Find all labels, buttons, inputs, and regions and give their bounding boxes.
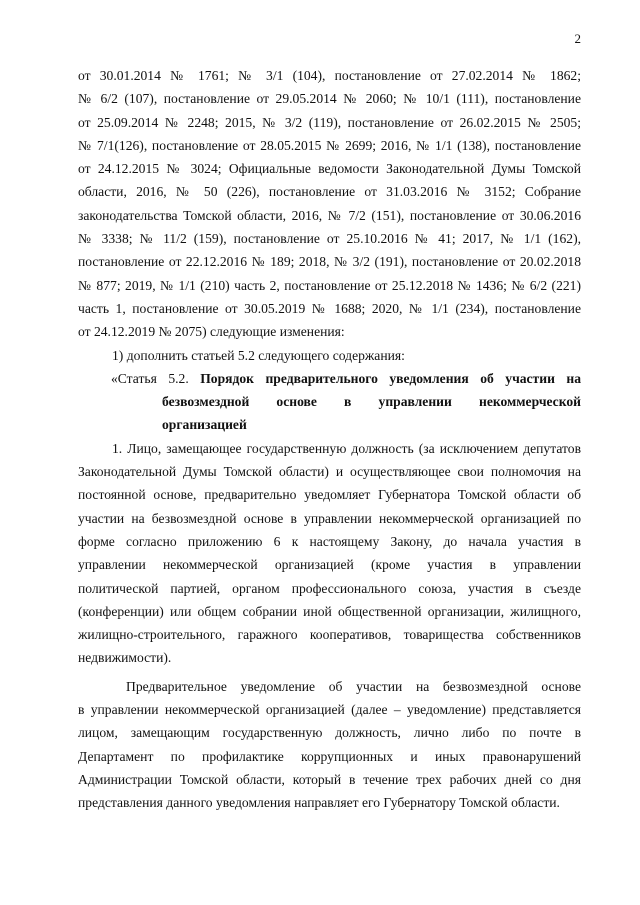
page-number: 2 <box>574 31 581 46</box>
text-line: в управлении некоммерческой организацией (далее – уведомление) представляется <box>78 702 581 718</box>
document-body <box>78 64 581 815</box>
text-line: № 7/1(126), постановление от 28.05.2015 № 2699; 2016, № 1/1 (138), постановление <box>78 137 581 153</box>
text-line: Законодательной Думы Томской области) и осуществляющее свои полномочия на <box>78 464 581 480</box>
article-title-line: организацией <box>162 417 247 433</box>
text-line: (конференции) или общем собрании иной общественной организации, жилищного, <box>78 603 581 619</box>
text-line: от 24.12.2015 № 3024; Официальные ведомости Законодательной Думы Томской <box>78 161 581 177</box>
text-line: № 877; 2019, № 1/1 (210) часть 2, постановление от 25.12.2018 № 1436; № 6/2 (221) <box>78 277 581 293</box>
text-line: лицом, замещающим государственную должность, лично либо по почте в <box>78 725 581 741</box>
article-paragraph-1 <box>78 437 581 670</box>
text-line: жилищно-строительного, гаражного кооперативов, товарищества собственников <box>78 627 581 643</box>
amendment-sources-paragraph <box>78 64 581 344</box>
text-line: постановление от 22.12.2016 № 189; 2018, № 3/2 (191), постановление от 20.02.2018 <box>78 254 581 270</box>
text-line: Предварительное уведомление об участии на безвозмездной основе <box>126 678 581 694</box>
text-line: представления данного уведомления направляет его Губернатору Томской области. <box>78 795 560 811</box>
text-line: участии на безвозмездной основе в управлении некоммерческой организацией по <box>78 510 581 526</box>
text-line: Администрации Томской области, который в течение трех рабочих дней со дня <box>78 771 581 787</box>
text-line: от 24.12.2019 № 2075) следующие изменения: <box>78 324 345 340</box>
text-line: 1. Лицо, замещающее государственную должность (за исключением депутатов <box>112 440 581 456</box>
text-line: управлении некоммерческой организацией (кроме участия в управлении <box>78 557 581 573</box>
text-line: области, 2016, № 50 (226), постановление от 31.03.2016 № 3152; Собрание <box>78 184 581 200</box>
text-line: форме согласно приложению 6 к настоящему Закону, до начала участия в <box>78 533 581 549</box>
text-line: недвижимости). <box>78 650 172 666</box>
text-line: постоянной основе, предварительно уведомляет Губернатора Томской области об <box>78 487 581 503</box>
text-line: Департамент по профилактике коррупционных и иных правонарушений <box>78 748 581 764</box>
text-line: № 6/2 (107), постановление от 29.05.2014 № 2060; № 10/1 (111), постановление <box>78 91 581 107</box>
article-title: Порядок предварительного уведомления об участии на <box>200 370 582 386</box>
article-paragraph-2 <box>78 675 581 815</box>
text-line: от 25.09.2014 № 2248; 2015, № 3/2 (119), постановление от 26.02.2015 № 2505; <box>78 114 581 130</box>
article-heading <box>78 367 581 437</box>
article-heading-line <box>78 367 581 390</box>
amendment-item-1: 1) дополнить статьей 5.2 следующего содержания: <box>112 347 405 363</box>
text-line: от 30.01.2014 № 1761; № 3/1 (104), постановление от 27.02.2014 № 1862; <box>78 68 581 83</box>
text-line: политической партией, органом профессионального союза, участия в съезде <box>78 580 581 596</box>
article-title-line: безвозмездной основе в управлении некоммерческой <box>162 394 581 410</box>
text-line: № 3338; № 11/2 (159), постановление от 25.10.2016 № 41; 2017, № 1/1 (162), <box>78 231 581 247</box>
text-line: законодательства Томской области, 2016, № 7/2 (151), постановление от 30.06.2016 <box>78 207 581 223</box>
article-number: «Статья 5.2. <box>111 370 189 386</box>
text-line: часть 1, постановление от 30.05.2019 № 1688; 2020, № 1/1 (234), постановление <box>78 300 581 316</box>
